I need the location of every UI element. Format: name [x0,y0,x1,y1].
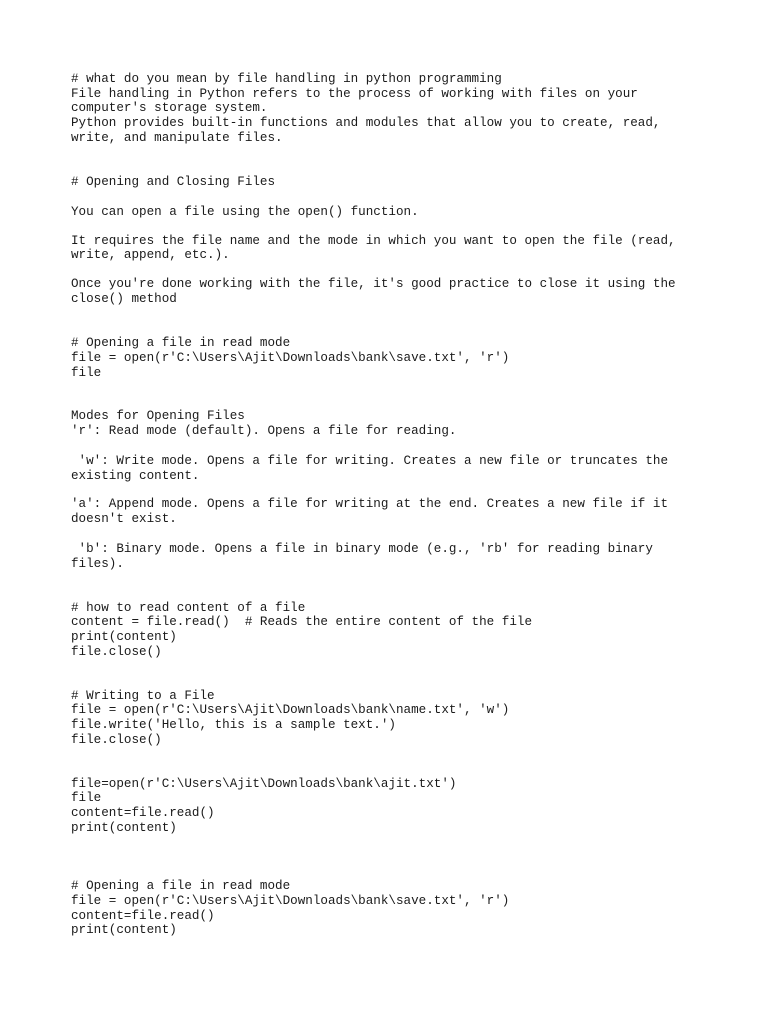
heading-read-content: # how to read content of a file [71,601,306,615]
text-line: It requires the file name and the mode in which you want to open the file (read, [71,234,676,248]
text-line: 'w': Write mode. Opens a file for writing. Creates a new file or truncates the [71,454,669,468]
code-line: file = open(r'C:\Users\Ajit\Downloads\bank\save.txt', 'r') [71,351,510,365]
code-line: print(content) [71,630,177,644]
text-line: 'a': Append mode. Opens a file for writing at the end. Creates a new file if it [71,497,669,511]
code-line: file=open(r'C:\Users\Ajit\Downloads\bank\ajit.txt') [71,777,457,791]
text-line: files). [71,557,124,571]
heading-opening-closing: # Opening and Closing Files [71,175,276,189]
code-line: file = open(r'C:\Users\Ajit\Downloads\bank\save.txt', 'r') [71,894,510,908]
text-line: write, and manipulate files. [71,131,283,145]
text-line: write, append, etc.). [71,248,230,262]
text-line: 'r': Read mode (default). Opens a file for reading. [71,424,457,438]
text-line: doesn't exist. [71,512,177,526]
heading-modes: Modes for Opening Files [71,409,245,423]
heading-writing: # Writing to a File [71,689,215,703]
code-line: print(content) [71,821,177,835]
code-line: content=file.read() [71,806,215,820]
text-line: existing content. [71,469,200,483]
text-line: 'b': Binary mode. Opens a file in binary mode (e.g., 'rb' for reading binary [71,542,653,556]
text-line: Once you're done working with the file, it's good practice to close it using the [71,277,676,291]
code-line: content = file.read() # Reads the entire content of the file [71,615,533,629]
text-line: You can open a file using the open() function. [71,205,419,219]
text-line: File handling in Python refers to the process of working with files on your [71,87,638,101]
code-line: file [71,366,102,380]
text-line: close() method [71,292,177,306]
code-line: file.write('Hello, this is a sample text.') [71,718,396,732]
code-line: print(content) [71,923,177,937]
code-line: file = open(r'C:\Users\Ajit\Downloads\bank\name.txt', 'w') [71,703,510,717]
code-line: file.close() [71,645,162,659]
heading-read-mode: # Opening a file in read mode [71,336,291,350]
text-line: Python provides built-in functions and modules that allow you to create, read, [71,116,661,130]
heading-read-mode-2: # Opening a file in read mode [71,879,291,893]
text-line: computer's storage system. [71,101,268,115]
code-line: file.close() [71,733,162,747]
heading-file-handling: # what do you mean by file handling in python programming [71,72,502,86]
code-line: file [71,791,102,805]
code-line: content=file.read() [71,909,215,923]
